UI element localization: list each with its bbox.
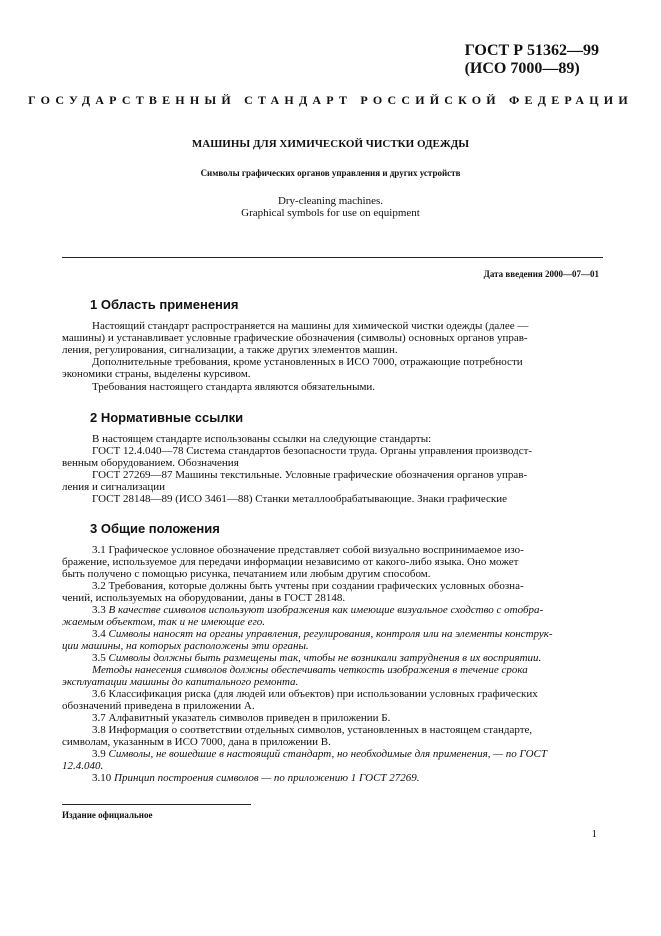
section-1-heading: 1 Область применения xyxy=(90,297,239,312)
text-line: ления и сигнализации xyxy=(62,481,166,493)
text-line: 3.6 Классификация риска (для людей или объектов) при использовании условных графических xyxy=(92,688,538,700)
clause-number: 3.10 xyxy=(92,772,112,784)
state-standard-banner: ГОСУДАРСТВЕННЫЙ СТАНДАРТ РОССИЙСКОЙ ФЕДЕРАЦИИ xyxy=(28,93,633,107)
text-line: венным оборудованием. Обозначения xyxy=(62,457,239,469)
text-line: ГОСТ 28148—89 (ИСО 3461—88) Станки металлообрабатывающие. Знаки графические xyxy=(92,493,508,505)
italic-text: Символы, не вошедшие в настоящий стандарт, но необходимые для применения, — по ГОСТ xyxy=(108,748,548,760)
text-line: 3.1 Графическое условное обозначение представляет собой визуально воспринимаемое изо- xyxy=(92,544,524,556)
text-line: ГОСТ 27269—87 Машины текстильные. Условные графические обозначения органов управ- xyxy=(92,469,528,481)
iso-number: (ИСО 7000—89) xyxy=(464,60,580,77)
english-title-line: Dry-cleaning machines. xyxy=(277,195,384,207)
text-line: машины) и устанавливает условные графические обозначения (символы) основных органов управ- xyxy=(62,332,528,344)
clause-number: 3.4 xyxy=(92,628,106,640)
page-number: 1 xyxy=(591,828,597,840)
document-code xyxy=(465,42,599,78)
gost-number: ГОСТ Р 51362—99 xyxy=(464,42,599,59)
text-line: бражение, используемое для передачи информации независимо от какого-либо языка. Оно может xyxy=(62,556,519,568)
title-divider xyxy=(62,257,603,258)
text-line xyxy=(62,628,599,640)
section-2-heading: 2 Нормативные ссылки xyxy=(90,410,244,425)
section-3-body xyxy=(62,544,599,784)
section-2-body xyxy=(62,433,599,505)
text-line xyxy=(62,652,599,664)
text-line: экономики страны, выделены курсивом. xyxy=(62,368,251,380)
text-line: ГОСТ 12.4.040—78 Система стандартов безопасности труда. Органы управления производст- xyxy=(92,445,533,457)
section-3-heading: 3 Общие положения xyxy=(90,521,220,536)
document-title: МАШИНЫ ДЛЯ ХИМИЧЕСКОЙ ЧИСТКИ ОДЕЖДЫ xyxy=(191,138,470,150)
document-subtitle: Символы графических органов управления и других устройств xyxy=(200,168,461,178)
italic-text: Принцип построения символов — по приложению 1 ГОСТ 27269. xyxy=(114,772,420,784)
italic-text: Символы должны быть размещены так, чтобы не возникали затруднения в их восприятии. xyxy=(108,652,542,664)
text-line: быть получено с помощью рисунка, печатанием или любым другим способом. xyxy=(62,568,431,580)
footer-divider xyxy=(62,804,251,805)
italic-text: В качестве символов используют изображения как имеющие визуальное сходство с отобра- xyxy=(108,604,544,616)
text-line: чений, используемых на оборудовании, даны в ГОСТ 28148. xyxy=(62,592,346,604)
section-1-body xyxy=(62,320,599,393)
text-line: символам, указанным в ИСО 7000, дана в приложении В. xyxy=(62,736,331,748)
text-line xyxy=(62,772,599,784)
clause-number: 3.3 xyxy=(92,604,106,616)
text-line: Методы нанесения символов должны обеспечивать четкость изображения в течение срока xyxy=(92,664,528,676)
text-line: 3.8 Информация о соответствии отдельных символов, установленных в настоящем стандарте, xyxy=(92,724,533,736)
text-line: 3.7 Алфавитный указатель символов приведен в приложении Б. xyxy=(92,712,391,724)
english-title xyxy=(0,195,661,219)
text-line: 12.4.040. xyxy=(62,760,104,772)
text-line: Дополнительные требования, кроме установленных в ИСО 7000, отражающие потребности xyxy=(92,356,523,368)
text-line: эксплуатации машины до капитального ремонта. xyxy=(62,676,299,688)
text-line xyxy=(62,604,599,616)
text-line: Настоящий стандарт распространяется на машины для химической чистки одежды (далее — xyxy=(92,320,529,332)
clause-number: 3.9 xyxy=(92,748,106,760)
text-line: ции машины, на которых расположены эти органы. xyxy=(62,640,309,652)
text-line: ления, регулирования, сигнализации, а также других элементов машин. xyxy=(62,344,398,356)
italic-text: Символы наносят на органы управления, регулирования, контроля или на элементы конструк- xyxy=(108,628,553,640)
text-line: Требования настоящего стандарта являются обязательными. xyxy=(92,381,376,393)
text-line xyxy=(62,748,599,760)
text-line: жаемым объектом, так и не имеющие его. xyxy=(62,616,266,628)
english-title-line: Graphical symbols for use on equipment xyxy=(241,207,420,219)
text-line: В настоящем стандарте использованы ссылки на следующие стандарты: xyxy=(92,433,432,445)
clause-number: 3.5 xyxy=(92,652,106,664)
text-line: 3.2 Требования, которые должны быть учтены при создании графических условных обозна- xyxy=(92,580,524,592)
text-line: обозначений приведена в приложении А. xyxy=(62,700,255,712)
date-intro: Дата введения 2000—07—01 xyxy=(483,269,599,279)
edition-note: Издание официальное xyxy=(62,810,153,820)
